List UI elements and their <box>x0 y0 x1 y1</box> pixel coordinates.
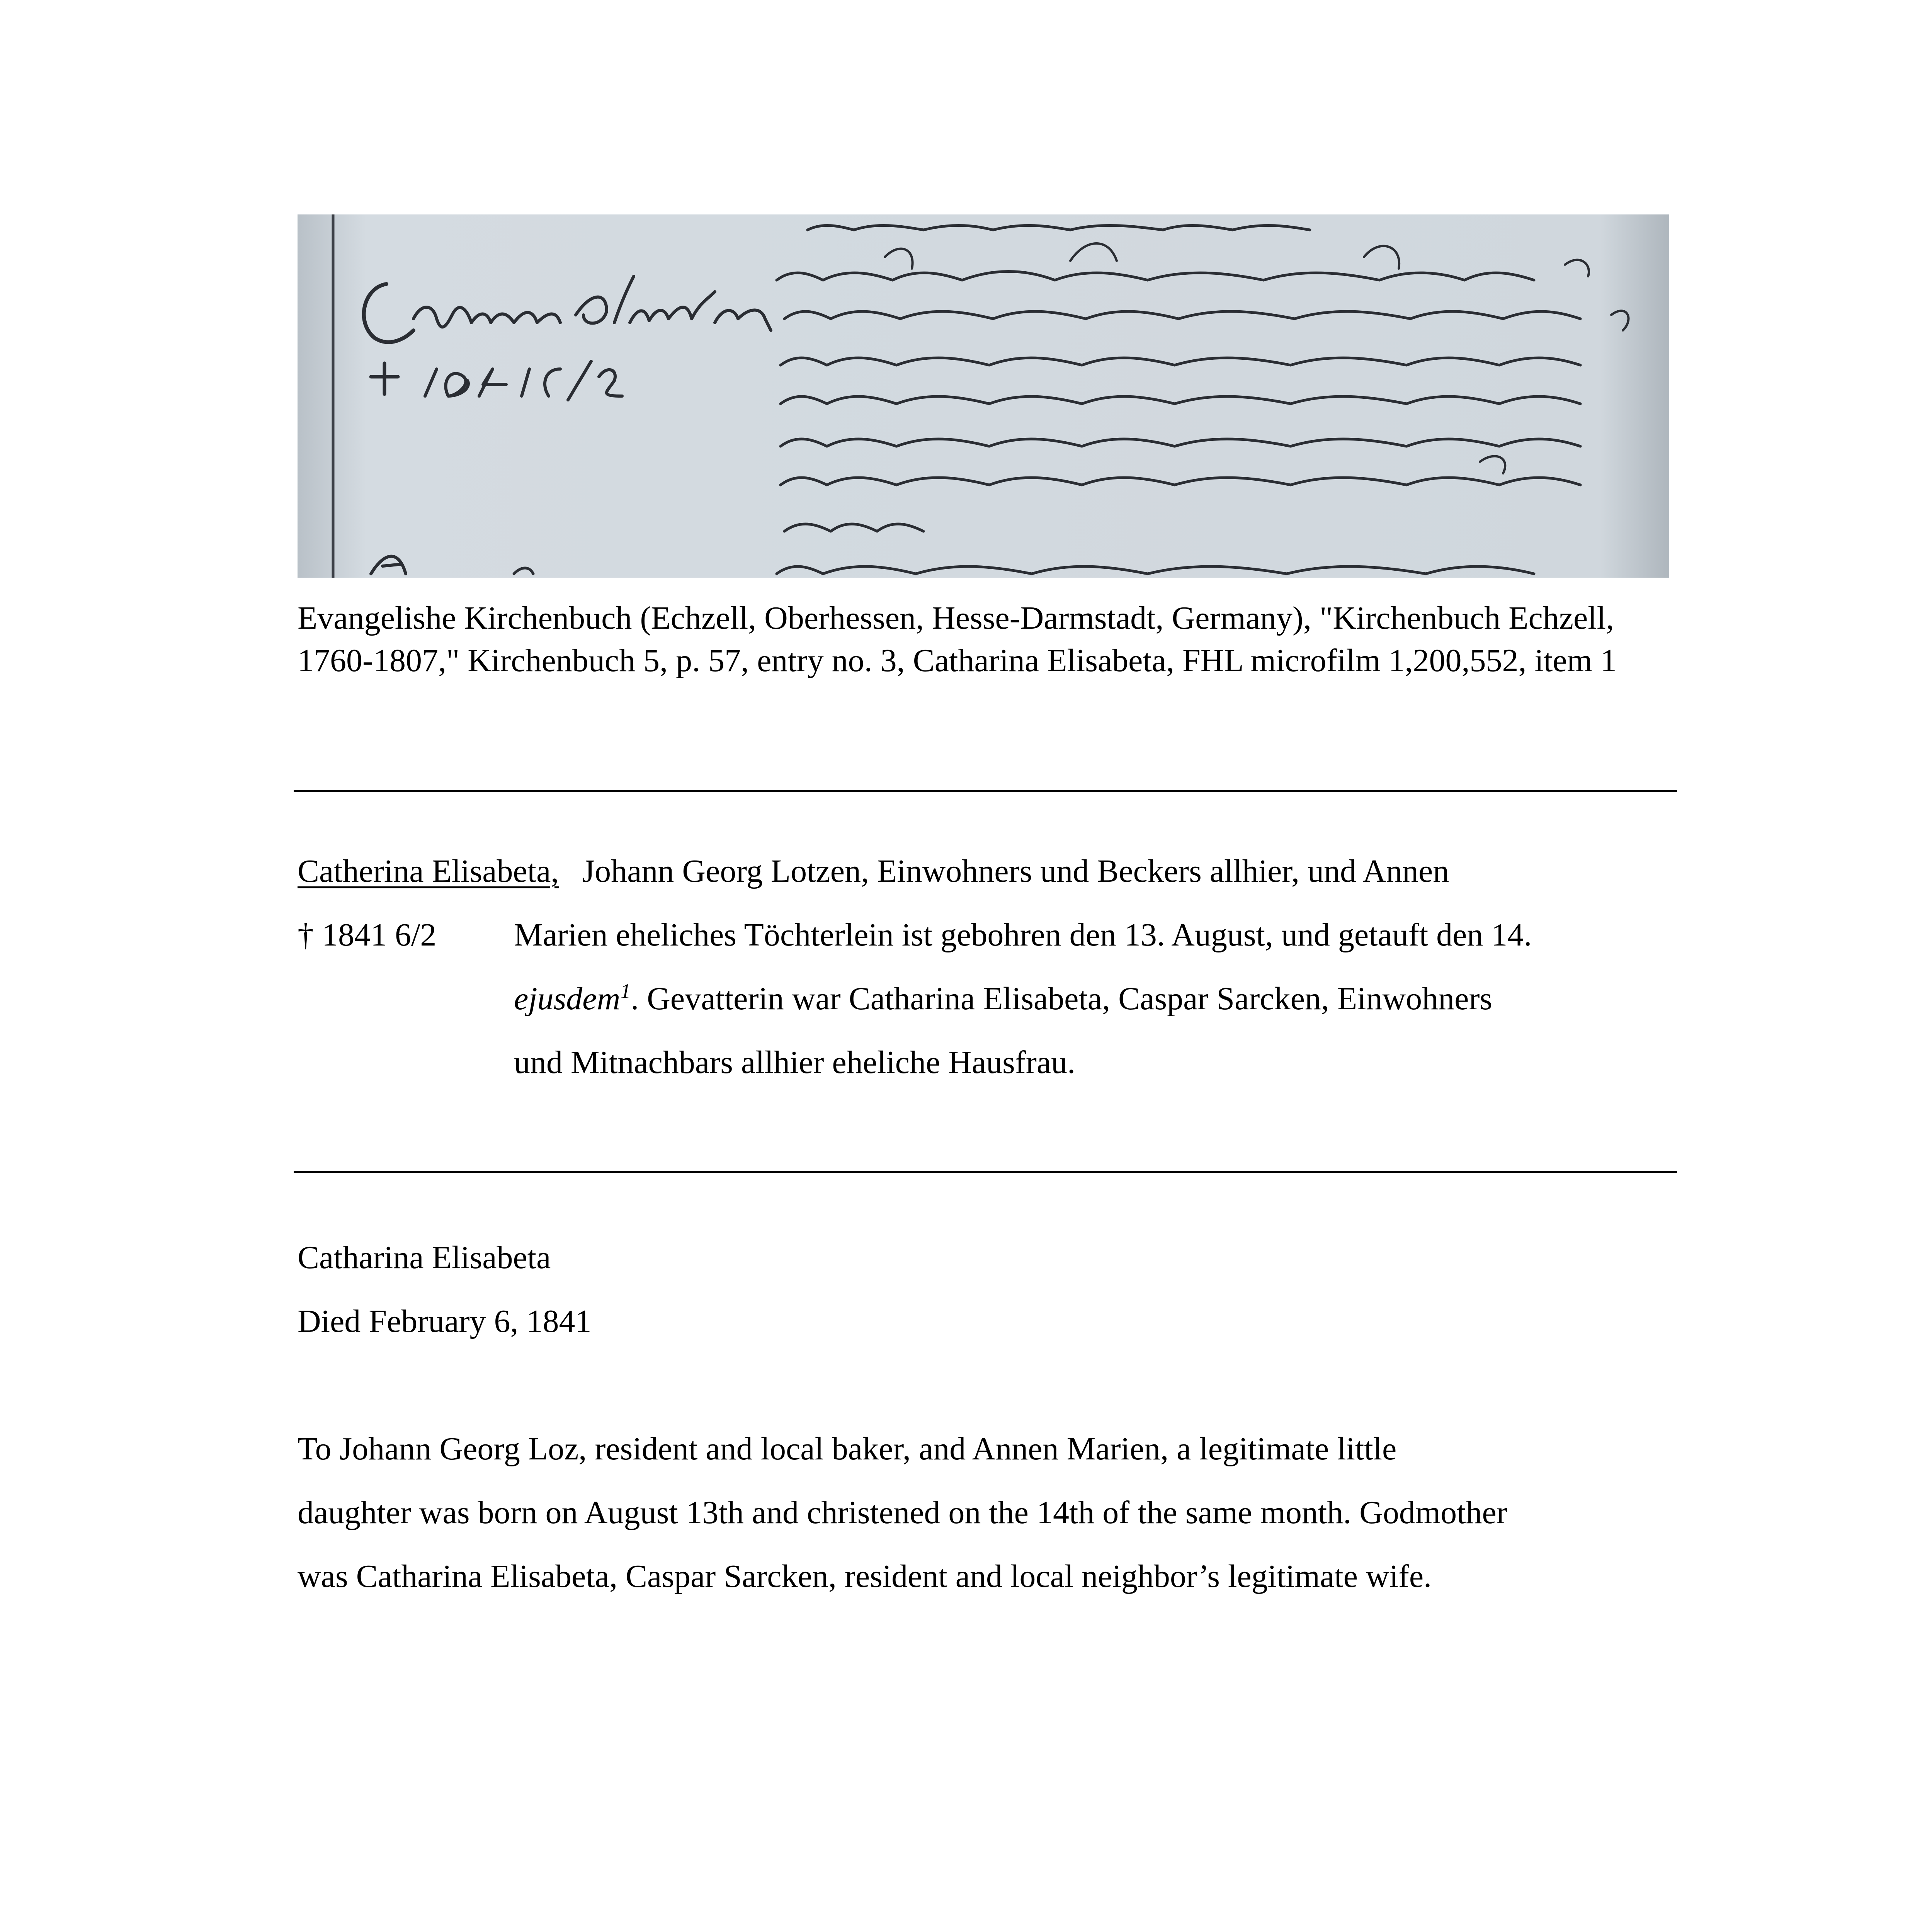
transcription-line-1 <box>298 852 1449 891</box>
transcription-line-4-body: und Mitnachbars allhier eheliche Hausfrau. <box>514 1044 1076 1080</box>
section-divider-top <box>294 790 1677 792</box>
handwriting-strokes <box>298 214 1669 578</box>
transcription-line-3 <box>298 980 1492 1018</box>
translation-line-2: daughter was born on August 13th and christened on the 14th of the same month. Godmother <box>298 1495 1507 1531</box>
transcription-line-2 <box>298 916 1532 954</box>
transcription-line-3-body: . Gevatterin war Catharina Elisabeta, Caspar Sarcken, Einwohners <box>631 981 1493 1017</box>
source-caption: Evangelishe Kirchenbuch (Echzell, Oberhessen, Hesse-Darmstadt, Germany), "Kirchenbuch Echzell, 1760-1807," Kirchenbuch 5, p. 57, entry no. 3, Catharina Elisabeta, FHL microfilm 1,200,552, item 1 <box>298 600 1617 679</box>
translation-death-date: Died February 6, 1841 <box>298 1303 592 1339</box>
section-divider-bottom <box>294 1171 1677 1173</box>
translation-name: Catharina Elisabeta <box>298 1240 551 1276</box>
translation-line-3: was Catharina Elisabeta, Caspar Sarcken, resident and local neighbor’s legitimate wife. <box>298 1558 1432 1594</box>
death-marker: † 1841 6/2 <box>298 917 437 953</box>
footnote-reference[interactable]: 1 <box>620 980 631 1003</box>
transcription-line-2-body: Marien eheliches Töchterlein ist gebohren den 13. August, und getauft den 14. <box>514 917 1532 953</box>
transcription-line-4 <box>298 1043 1075 1082</box>
manuscript-scan-image <box>298 214 1669 578</box>
translation-line-1: To Johann Georg Loz, resident and local baker, and Annen Marien, a legitimate little <box>298 1431 1397 1467</box>
transcription-name: Catherina Elisabeta, <box>298 853 559 889</box>
transcription-line-1-body: Johann Georg Lotzen, Einwohners und Beckers allhier, und Annen <box>582 853 1449 889</box>
ejusdem-term: ejusdem <box>514 981 621 1017</box>
